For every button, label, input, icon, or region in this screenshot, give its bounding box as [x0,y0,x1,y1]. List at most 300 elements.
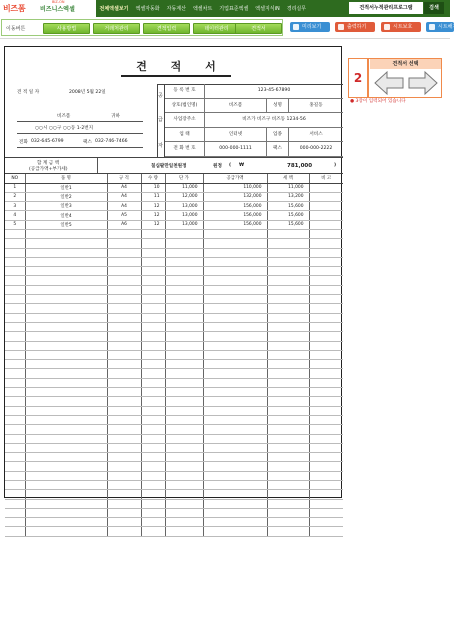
empty-cell[interactable] [165,332,203,341]
empty-cell[interactable] [5,248,25,257]
empty-cell[interactable] [203,276,267,285]
empty-cell[interactable] [267,415,309,424]
client-management-button[interactable]: 거래처관리 [93,23,140,34]
empty-cell[interactable] [203,378,267,387]
row-spec[interactable]: A4 [107,192,141,201]
empty-cell[interactable] [141,406,165,415]
empty-cell[interactable] [165,406,203,415]
empty-cell[interactable] [203,229,267,238]
empty-cell[interactable] [203,499,267,508]
empty-cell[interactable] [267,332,309,341]
reg-number-value[interactable]: 123-45-67890 [257,88,291,93]
empty-cell[interactable] [165,350,203,359]
empty-cell[interactable] [165,425,203,434]
empty-cell[interactable] [25,341,107,350]
empty-cell[interactable] [165,471,203,480]
empty-cell[interactable] [165,499,203,508]
empty-cell[interactable] [107,285,141,294]
empty-cell[interactable] [309,453,343,462]
empty-cell[interactable] [141,295,165,304]
empty-cell[interactable] [309,341,343,350]
empty-cell[interactable] [25,313,107,322]
row-no[interactable]: 3 [5,202,25,211]
empty-cell[interactable] [309,508,343,517]
empty-cell[interactable] [25,471,107,480]
client-phone-value[interactable]: 032-645-6799 [31,139,64,144]
empty-cell[interactable] [267,360,309,369]
client-fax-value[interactable]: 032-746-7466 [95,139,128,144]
empty-cell[interactable] [267,276,309,285]
empty-cell[interactable] [141,388,165,397]
empty-cell[interactable] [203,453,267,462]
empty-cell[interactable] [309,369,343,378]
empty-cell[interactable] [5,434,25,443]
empty-cell[interactable] [25,332,107,341]
empty-cell[interactable] [165,304,203,313]
row-item-name[interactable]: 일반3 [25,202,107,211]
nav-item-excel-knowledge[interactable]: 엑셀지식iN [255,6,280,12]
empty-cell[interactable] [141,285,165,294]
empty-cell[interactable] [141,332,165,341]
empty-cell[interactable] [267,443,309,452]
empty-cell[interactable] [107,397,141,406]
empty-cell[interactable] [25,369,107,378]
empty-cell[interactable] [5,350,25,359]
empty-cell[interactable] [267,378,309,387]
empty-cell[interactable] [5,239,25,248]
empty-cell[interactable] [309,388,343,397]
empty-cell[interactable] [203,406,267,415]
empty-cell[interactable] [107,257,141,266]
empty-cell[interactable] [165,481,203,490]
empty-cell[interactable] [25,481,107,490]
empty-cell[interactable] [309,257,343,266]
row-item-name[interactable]: 일반5 [25,220,107,229]
empty-cell[interactable] [25,304,107,313]
empty-cell[interactable] [267,322,309,331]
empty-cell[interactable] [203,313,267,322]
supplier-fax-value[interactable]: 000-000-2222 [299,146,333,152]
program-title-button[interactable]: 견적서누적관리프로그램 [349,2,423,14]
nav-item-standard-excel[interactable]: 기업표준엑셀 [219,6,249,12]
nav-item-excel-automation[interactable]: 엑셀자동화 [135,6,160,12]
empty-cell[interactable] [25,322,107,331]
empty-cell[interactable] [107,239,141,248]
empty-cell[interactable] [203,388,267,397]
row-qty[interactable]: 11 [141,192,165,201]
empty-cell[interactable] [25,518,107,527]
empty-cell[interactable] [5,313,25,322]
empty-cell[interactable] [203,397,267,406]
empty-cell[interactable] [309,295,343,304]
empty-cell[interactable] [25,360,107,369]
empty-cell[interactable] [141,471,165,480]
empty-cell[interactable] [107,443,141,452]
empty-cell[interactable] [5,229,25,238]
row-tax[interactable]: 11,000 [267,183,309,192]
empty-cell[interactable] [267,397,309,406]
empty-cell[interactable] [267,471,309,480]
empty-cell[interactable] [5,490,25,499]
business-type-value[interactable]: 인터넷 [205,128,267,143]
empty-cell[interactable] [107,295,141,304]
row-spec[interactable]: A5 [107,211,141,220]
empty-cell[interactable] [165,229,203,238]
empty-cell[interactable] [203,360,267,369]
empty-cell[interactable] [107,248,141,257]
empty-cell[interactable] [165,490,203,499]
empty-cell[interactable] [309,518,343,527]
empty-cell[interactable] [203,257,267,266]
empty-cell[interactable] [141,248,165,257]
empty-cell[interactable] [267,462,309,471]
empty-cell[interactable] [309,397,343,406]
empty-cell[interactable] [107,313,141,322]
empty-cell[interactable] [165,295,203,304]
empty-cell[interactable] [107,360,141,369]
empty-cell[interactable] [165,508,203,517]
row-no[interactable]: 2 [5,192,25,201]
empty-cell[interactable] [141,378,165,387]
estimate-sheet-button[interactable]: 견적서 [235,23,282,34]
empty-cell[interactable] [309,499,343,508]
empty-cell[interactable] [203,415,267,424]
empty-cell[interactable] [141,257,165,266]
empty-cell[interactable] [267,341,309,350]
row-unit-price[interactable]: 11,000 [165,183,203,192]
empty-cell[interactable] [141,518,165,527]
empty-cell[interactable] [165,369,203,378]
empty-cell[interactable] [25,453,107,462]
row-spec[interactable]: A4 [107,202,141,211]
empty-cell[interactable] [165,313,203,322]
empty-cell[interactable] [203,481,267,490]
empty-cell[interactable] [141,425,165,434]
estimate-date-value[interactable]: 2008년 5월 22일 [69,90,106,95]
empty-cell[interactable] [309,481,343,490]
empty-cell[interactable] [267,295,309,304]
empty-cell[interactable] [5,276,25,285]
empty-cell[interactable] [5,471,25,480]
nav-item-all-excel[interactable]: 전체엑셀보기 [99,6,129,12]
empty-cell[interactable] [25,378,107,387]
nav-item-auto-calc[interactable]: 자동계산 [166,6,186,12]
empty-cell[interactable] [309,434,343,443]
empty-cell[interactable] [267,499,309,508]
empty-cell[interactable] [141,276,165,285]
empty-cell[interactable] [165,388,203,397]
row-note[interactable] [309,202,343,211]
empty-cell[interactable] [203,304,267,313]
empty-cell[interactable] [107,276,141,285]
row-tax[interactable]: 15,600 [267,202,309,211]
empty-cell[interactable] [309,471,343,480]
empty-cell[interactable] [309,313,343,322]
empty-cell[interactable] [267,248,309,257]
empty-cell[interactable] [107,415,141,424]
empty-cell[interactable] [267,406,309,415]
empty-cell[interactable] [25,388,107,397]
empty-cell[interactable] [25,397,107,406]
empty-cell[interactable] [165,248,203,257]
empty-cell[interactable] [107,378,141,387]
empty-cell[interactable] [25,462,107,471]
empty-cell[interactable] [309,415,343,424]
empty-cell[interactable] [107,434,141,443]
empty-cell[interactable] [165,415,203,424]
empty-cell[interactable] [309,248,343,257]
empty-cell[interactable] [107,471,141,480]
empty-cell[interactable] [25,248,107,257]
empty-cell[interactable] [25,415,107,424]
empty-cell[interactable] [25,350,107,359]
empty-cell[interactable] [309,490,343,499]
empty-cell[interactable] [5,518,25,527]
empty-cell[interactable] [141,481,165,490]
empty-cell[interactable] [267,508,309,517]
empty-cell[interactable] [203,350,267,359]
empty-cell[interactable] [165,276,203,285]
empty-cell[interactable] [203,369,267,378]
empty-cell[interactable] [107,388,141,397]
arrow-left-icon[interactable] [374,71,404,95]
print-button[interactable] [335,22,375,32]
row-tax[interactable]: 15,600 [267,220,309,229]
row-tax[interactable]: 15,600 [267,211,309,220]
empty-cell[interactable] [309,443,343,452]
empty-cell[interactable] [107,406,141,415]
row-spec[interactable]: A6 [107,220,141,229]
empty-cell[interactable] [5,527,25,536]
empty-cell[interactable] [5,443,25,452]
empty-cell[interactable] [165,257,203,266]
empty-cell[interactable] [141,313,165,322]
empty-cell[interactable] [267,388,309,397]
empty-cell[interactable] [165,453,203,462]
row-unit-price[interactable]: 12,000 [165,192,203,201]
empty-cell[interactable] [5,360,25,369]
unprotect-sheet-button[interactable] [426,22,457,32]
empty-cell[interactable] [309,285,343,294]
empty-cell[interactable] [5,369,25,378]
empty-cell[interactable] [203,239,267,248]
empty-cell[interactable] [25,443,107,452]
empty-cell[interactable] [107,350,141,359]
usage-guide-button[interactable]: 사용방법 [43,23,90,34]
empty-cell[interactable] [203,527,267,536]
empty-cell[interactable] [141,453,165,462]
empty-cell[interactable] [165,443,203,452]
row-no[interactable]: 5 [5,220,25,229]
empty-cell[interactable] [141,350,165,359]
selected-estimate-number[interactable]: 2 [349,59,369,97]
empty-cell[interactable] [141,360,165,369]
empty-cell[interactable] [267,229,309,238]
empty-cell[interactable] [107,490,141,499]
rep-name-value[interactable]: 홍길동 [309,102,323,108]
empty-cell[interactable] [5,388,25,397]
empty-cell[interactable] [267,313,309,322]
empty-cell[interactable] [141,322,165,331]
empty-cell[interactable] [5,406,25,415]
row-item-name[interactable]: 일반2 [25,192,107,201]
empty-cell[interactable] [309,229,343,238]
empty-cell[interactable] [25,257,107,266]
empty-cell[interactable] [309,276,343,285]
row-unit-price[interactable]: 13,000 [165,211,203,220]
empty-cell[interactable] [25,239,107,248]
row-unit-price[interactable]: 13,000 [165,220,203,229]
empty-cell[interactable] [267,267,309,276]
empty-cell[interactable] [141,490,165,499]
empty-cell[interactable] [107,267,141,276]
row-tax[interactable]: 13,200 [267,192,309,201]
empty-cell[interactable] [309,267,343,276]
empty-cell[interactable] [141,369,165,378]
empty-cell[interactable] [141,415,165,424]
empty-cell[interactable] [165,397,203,406]
row-no[interactable]: 1 [5,183,25,192]
empty-cell[interactable] [165,518,203,527]
empty-cell[interactable] [107,304,141,313]
empty-cell[interactable] [165,360,203,369]
empty-cell[interactable] [165,462,203,471]
empty-cell[interactable] [25,229,107,238]
empty-cell[interactable] [309,406,343,415]
empty-cell[interactable] [309,304,343,313]
row-supply-amount[interactable]: 156,000 [203,220,267,229]
empty-cell[interactable] [141,434,165,443]
empty-cell[interactable] [25,527,107,536]
empty-cell[interactable] [25,267,107,276]
row-note[interactable] [309,220,343,229]
empty-cell[interactable] [5,508,25,517]
row-supply-amount[interactable]: 132,000 [203,192,267,201]
empty-cell[interactable] [203,443,267,452]
empty-cell[interactable] [141,527,165,536]
empty-cell[interactable] [141,462,165,471]
empty-cell[interactable] [107,518,141,527]
empty-cell[interactable] [141,341,165,350]
empty-cell[interactable] [5,295,25,304]
empty-cell[interactable] [203,508,267,517]
row-qty[interactable]: 12 [141,220,165,229]
search-button[interactable]: 검색 [424,2,444,14]
empty-cell[interactable] [141,267,165,276]
empty-cell[interactable] [203,267,267,276]
empty-cell[interactable] [267,350,309,359]
empty-cell[interactable] [141,304,165,313]
empty-cell[interactable] [25,295,107,304]
arrow-right-icon[interactable] [408,71,438,95]
empty-cell[interactable] [309,322,343,331]
empty-cell[interactable] [5,378,25,387]
empty-cell[interactable] [5,267,25,276]
protect-sheet-button[interactable] [381,22,421,32]
empty-cell[interactable] [267,434,309,443]
empty-cell[interactable] [267,490,309,499]
estimate-input-button[interactable]: 견적입력 [143,23,190,34]
empty-cell[interactable] [267,481,309,490]
empty-cell[interactable] [25,490,107,499]
row-unit-price[interactable]: 13,000 [165,202,203,211]
empty-cell[interactable] [165,322,203,331]
empty-cell[interactable] [165,378,203,387]
empty-cell[interactable] [107,527,141,536]
client-name[interactable]: 비즈폼 [57,114,71,119]
empty-cell[interactable] [107,499,141,508]
row-no[interactable]: 4 [5,211,25,220]
empty-cell[interactable] [165,341,203,350]
empty-cell[interactable] [203,248,267,257]
empty-cell[interactable] [141,499,165,508]
empty-cell[interactable] [5,341,25,350]
empty-cell[interactable] [309,239,343,248]
empty-cell[interactable] [203,518,267,527]
empty-cell[interactable] [25,434,107,443]
data-management-button[interactable]: 데이터관리 [193,23,240,34]
nav-item-accounting[interactable]: 경리실무 [286,6,307,12]
empty-cell[interactable] [5,332,25,341]
empty-cell[interactable] [267,518,309,527]
empty-cell[interactable] [5,462,25,471]
empty-cell[interactable] [203,295,267,304]
empty-cell[interactable] [5,257,25,266]
empty-cell[interactable] [309,378,343,387]
empty-cell[interactable] [25,285,107,294]
empty-cell[interactable] [107,508,141,517]
empty-cell[interactable] [203,285,267,294]
empty-cell[interactable] [25,425,107,434]
empty-cell[interactable] [309,332,343,341]
empty-cell[interactable] [203,462,267,471]
empty-cell[interactable] [309,360,343,369]
empty-cell[interactable] [5,322,25,331]
empty-cell[interactable] [25,406,107,415]
row-qty[interactable]: 12 [141,202,165,211]
preview-button[interactable] [290,22,330,32]
empty-cell[interactable] [107,332,141,341]
empty-cell[interactable] [309,462,343,471]
row-item-name[interactable]: 일반4 [25,211,107,220]
empty-cell[interactable] [203,425,267,434]
empty-cell[interactable] [203,332,267,341]
nav-item-excel-chart[interactable]: 엑셀차트 [192,6,213,12]
empty-cell[interactable] [267,425,309,434]
company-value[interactable]: 비즈폼 [205,99,267,114]
empty-cell[interactable] [165,434,203,443]
empty-cell[interactable] [107,453,141,462]
business-address-value[interactable]: 비즈가 비즈구 비즈동 1234-56 [242,117,306,123]
empty-cell[interactable] [267,239,309,248]
row-qty[interactable]: 12 [141,211,165,220]
row-supply-amount[interactable]: 156,000 [203,211,267,220]
empty-cell[interactable] [309,350,343,359]
empty-cell[interactable] [203,471,267,480]
empty-cell[interactable] [141,229,165,238]
empty-cell[interactable] [25,276,107,285]
empty-cell[interactable] [267,285,309,294]
empty-cell[interactable] [107,425,141,434]
empty-cell[interactable] [267,369,309,378]
empty-cell[interactable] [267,527,309,536]
row-note[interactable] [309,192,343,201]
empty-cell[interactable] [5,285,25,294]
empty-cell[interactable] [5,397,25,406]
empty-cell[interactable] [107,481,141,490]
empty-cell[interactable] [165,285,203,294]
empty-cell[interactable] [141,397,165,406]
